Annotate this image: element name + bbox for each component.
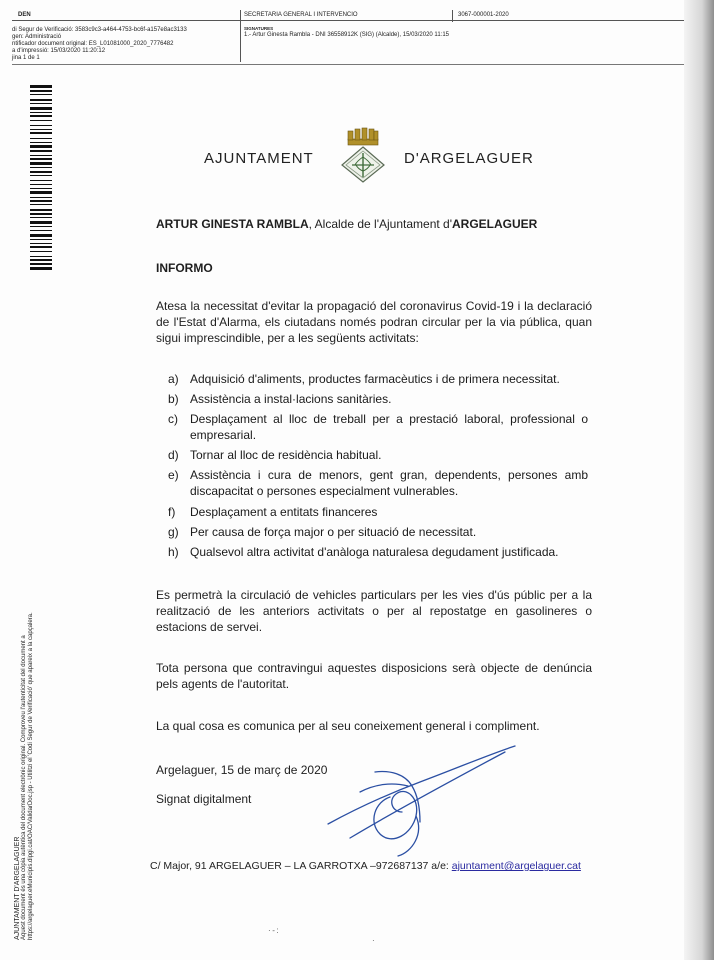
barcode-bar (30, 138, 52, 139)
activity-letter: f) (168, 505, 176, 519)
barcode-bar (30, 246, 52, 248)
header-left-label: DEN (18, 12, 31, 18)
activity-letter: g) (168, 525, 179, 539)
barcode-bar (30, 180, 52, 181)
mayor-name: ARTUR GINESTA RAMBLA (156, 217, 309, 231)
barcode-bar (30, 129, 52, 130)
header-meta-3: ntificador document original: ES_L01081000_2020_7776482 (12, 41, 174, 47)
header-divider-top (12, 20, 692, 21)
paragraph-3: Tota persona que contravingui aquestes disposicions serà objecte de denúncia pels agents de l'autoritat. (156, 661, 592, 691)
barcode-bar (30, 162, 52, 165)
mayor-role: , Alcalde de l'Ajuntament d' (308, 217, 452, 231)
signatures-label: SIGNATURES (244, 26, 274, 31)
signature-line: 1.- Artur Ginesta Rambla - DNI 36558912K (SIG) (Alcalde), 15/03/2020 11:15 (244, 32, 449, 38)
side-text-title: AJUNTAMENT D'ARGELAGUER (14, 836, 21, 940)
side-text-line-1: Aquest document és una còpia autèntica del document electrònic original. Comproveu l'autenticitat del document a (21, 635, 27, 940)
barcode-bar (30, 243, 52, 244)
barcode-bar (30, 204, 52, 205)
intro-line (156, 216, 537, 232)
handwritten-signature-icon (320, 742, 520, 862)
activity-letter: h) (168, 545, 179, 559)
barcode-bar (30, 267, 52, 270)
barcode-bar (30, 234, 52, 237)
header-divider-mid (240, 10, 241, 62)
barcode-bar (30, 107, 52, 110)
activity-text: Tornar al lloc de residència habitual. (190, 448, 382, 462)
header-meta-1: di Segur de Verificació: 3583c9c3-a464-4753-bc6f-a157e8ac3133 (12, 27, 187, 33)
activity-text: Assistència a instal·lacions sanitàries. (190, 392, 392, 406)
activity-text: Assistència i cura de menors, gent gran, dependents, persones amb discapacitat o persones especialment vulnerables. (190, 468, 588, 498)
activity-text: Adquisició d'aliments, productes farmacèutics i de primera necessitat. (190, 372, 560, 386)
barcode-bar (30, 155, 52, 156)
side-verification-text (14, 612, 35, 940)
scan-speck: · (372, 936, 375, 945)
footer-address-text: C/ Major, 91 ARGELAGUER – LA GARROTXA –972687137 a/e: (150, 860, 452, 872)
barcode-bar (30, 256, 52, 257)
date-line: Argelaguer, 15 de març de 2020 (156, 763, 328, 777)
side-text-line-2: https://argelaguer.eMunicipis.dipgi.cat/OAC/ValidarDoc.jsp - Utilitzi el 'Codi Segur de Verificació' que apareix a la capçalera. (28, 612, 34, 940)
municipal-crest-icon (338, 127, 388, 183)
barcode-bar (30, 221, 52, 224)
paragraph-4: La qual cosa es comunica per al seu coneixement general i compliment. (156, 719, 540, 733)
barcode-bar (30, 150, 52, 152)
activity-text: Qualsevol altra activitat d'anàloga naturalesa degudament justificada. (190, 545, 559, 559)
footer-email-link[interactable]: ajuntament@argelaguer.cat (451, 860, 581, 872)
page-edge-shadow (684, 0, 714, 960)
paragraph-1: Atesa la necessitat d'evitar la propagació del coronavirus Covid-19 i la declaració de l'Estat d'Alarma, els ciutadans només podran circular per la via pública, quan sigui imprescindible, per a les següents activitats: (156, 299, 592, 345)
barcode-bar (30, 217, 52, 218)
barcode-bar (30, 175, 52, 176)
barcode-bar (30, 120, 52, 121)
activity-letter: b) (168, 392, 179, 406)
barcode-bar (30, 209, 52, 211)
barcode-bar (30, 213, 52, 215)
informo-heading: INFORMO (156, 261, 213, 275)
barcode-bar (30, 197, 52, 198)
barcode-bar (30, 85, 52, 88)
footer-address (150, 860, 581, 872)
barcode-bar (30, 115, 52, 117)
barcode-bar (30, 191, 52, 194)
header-divider-bottom (12, 64, 692, 65)
activity-letter: c) (168, 412, 178, 426)
barcode-bar (30, 94, 52, 95)
header-center-label: SECRETARIA GENERAL I INTERVENCIO (244, 12, 358, 18)
barcode-bar (30, 145, 52, 148)
scan-speck: · - : (268, 926, 279, 935)
barcode (30, 85, 52, 375)
barcode-bar (30, 99, 52, 101)
barcode-bar (30, 259, 52, 261)
barcode-bar (30, 132, 52, 134)
barcode-bar (30, 188, 52, 189)
barcode-bar (30, 158, 52, 160)
letterhead-left: AJUNTAMENT (204, 150, 314, 167)
barcode-bar (30, 103, 52, 104)
barcode-bar (30, 226, 52, 227)
barcode-bar (30, 171, 52, 173)
barcode-bar (30, 125, 52, 126)
barcode-bar (30, 90, 52, 92)
activity-letter: a) (168, 372, 179, 386)
paragraph-2: Es permetrà la circulació de vehicles particulars per les vies d'ús públic per a la realització de les anteriors activitats o per al repostatge en gasolineres o estacions de servei. (156, 588, 592, 634)
town-name: ARGELAGUER (452, 217, 538, 231)
header-meta-2: gen: Administració (12, 34, 62, 40)
barcode-bar (30, 167, 52, 168)
header-meta-5: jina 1 de 1 (12, 55, 40, 61)
header-right-label: 3067-000001-2020 (458, 12, 509, 18)
barcode-bar (30, 251, 52, 252)
activity-letter: d) (168, 448, 179, 462)
letterhead-right: D'ARGELAGUER (404, 150, 534, 167)
barcode-bar (30, 142, 52, 143)
barcode-bar (30, 112, 52, 113)
barcode-bar (30, 184, 52, 185)
barcode-bar (30, 230, 52, 231)
barcode-bar (30, 200, 52, 202)
header-divider-right (452, 10, 453, 22)
activity-text: Per causa de força major o per situació de necessitat. (190, 525, 477, 539)
activity-text: Desplaçament a entitats financeres (190, 505, 378, 519)
activity-letter: e) (168, 468, 179, 482)
barcode-bar (30, 263, 52, 265)
barcode-bar (30, 239, 52, 240)
activity-text: Desplaçament al lloc de treball per a prestació laboral, professional o empresarial. (190, 412, 588, 442)
signed-digitally: Signat digitalment (156, 792, 252, 806)
header-meta-4: a d'impressió: 15/03/2020 11:20:12 (12, 48, 106, 54)
